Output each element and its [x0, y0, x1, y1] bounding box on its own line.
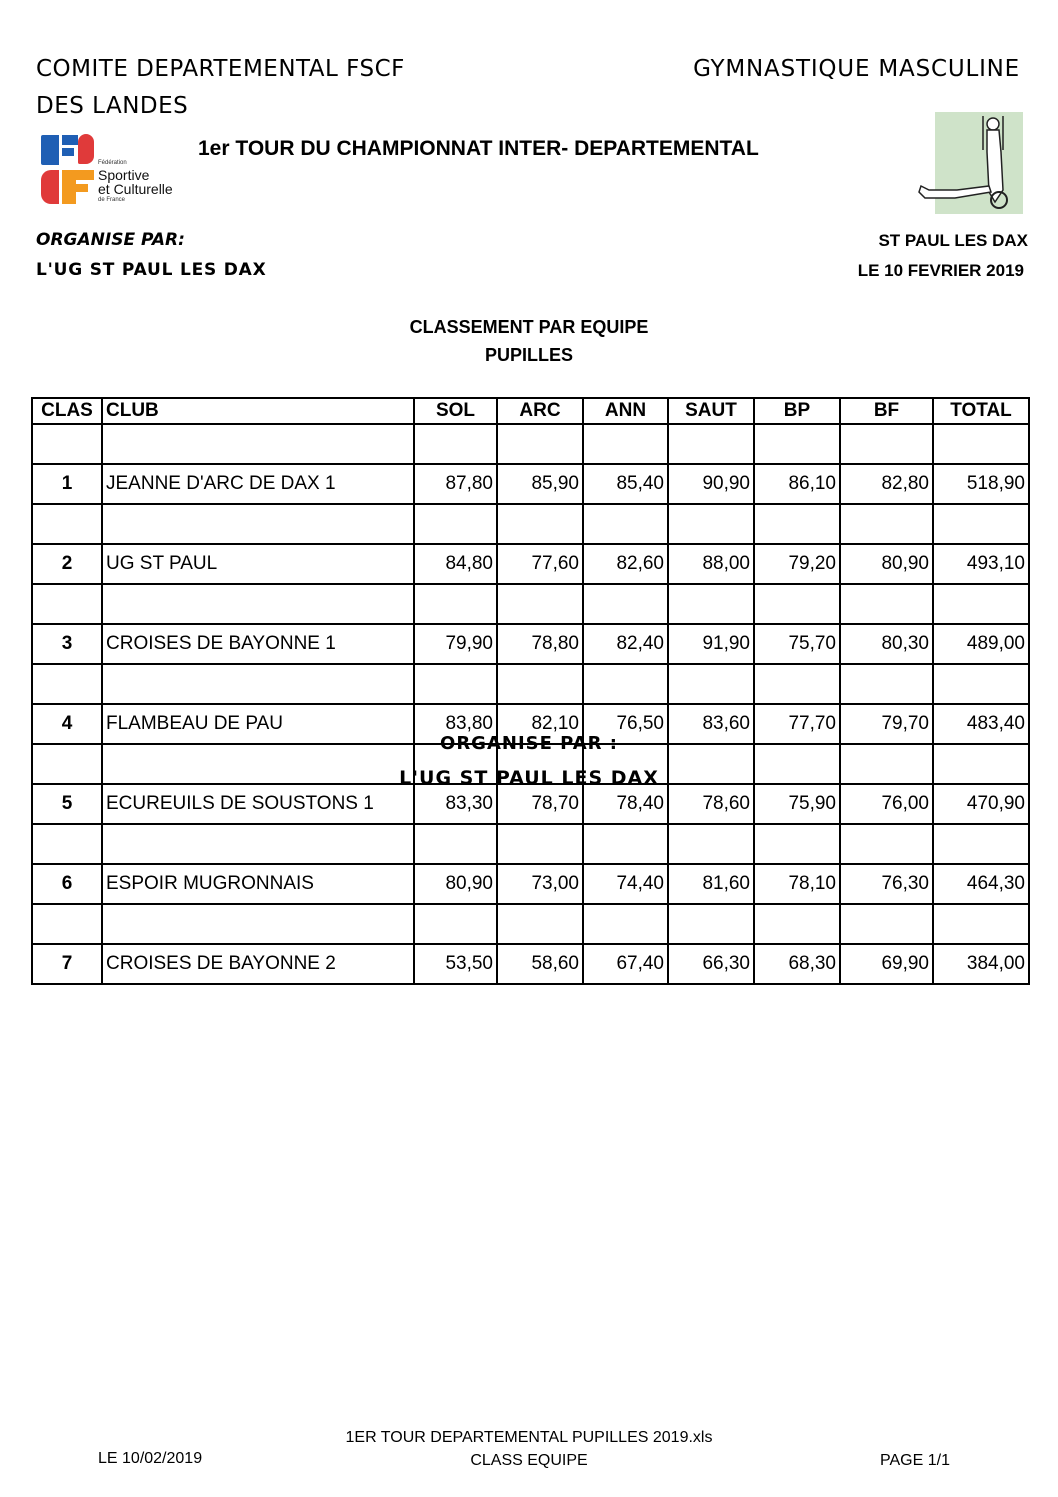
- cell-sol: 53,50: [414, 944, 497, 984]
- col-header-total: TOTAL: [933, 398, 1029, 424]
- cell-arc: 78,70: [497, 784, 583, 824]
- cell-rank: 2: [32, 544, 102, 584]
- cell-bf: 76,00: [840, 784, 933, 824]
- table-row: [32, 544, 1029, 584]
- cell-arc: 58,60: [497, 944, 583, 984]
- cell-total: 384,00: [933, 944, 1029, 984]
- footer-page-number: PAGE 1/1: [880, 1452, 950, 1469]
- logo-text-federation: Fédération: [98, 160, 127, 166]
- cell-club: UG ST PAUL: [102, 544, 414, 584]
- logo-text-sportive: Sportive: [98, 167, 150, 183]
- cell-saut: 91,90: [668, 624, 754, 664]
- cell-bf: 82,80: [840, 464, 933, 504]
- section-title: CLASSEMENT PAR EQUIPE: [409, 317, 649, 337]
- cell-club: ESPOIR MUGRONNAIS: [102, 864, 414, 904]
- cell-arc: 78,80: [497, 624, 583, 664]
- cell-total: 483,40: [933, 704, 1029, 744]
- cell-ann: 78,40: [583, 784, 668, 824]
- col-header-bf: BF: [840, 398, 933, 424]
- cell-bp: 78,10: [754, 864, 840, 904]
- col-header-clas: CLAS: [32, 398, 102, 424]
- cell-bf: 80,30: [840, 624, 933, 664]
- cell-rank: 5: [32, 784, 102, 824]
- cell-saut: 66,30: [668, 944, 754, 984]
- table-header-row: [32, 398, 1029, 424]
- cell-ann: 82,60: [583, 544, 668, 584]
- category-title: PUPILLES: [484, 345, 573, 365]
- cell-bp: 68,30: [754, 944, 840, 984]
- cell-total: 489,00: [933, 624, 1029, 664]
- committee-line2: DES LANDES: [36, 93, 189, 119]
- table-row: [32, 864, 1029, 904]
- organizer-name: L'UG ST PAUL LES DAX: [36, 260, 267, 280]
- cell-ann: 67,40: [583, 944, 668, 984]
- cell-ann: 85,40: [583, 464, 668, 504]
- cell-bf: 79,70: [840, 704, 933, 744]
- cell-total: 493,10: [933, 544, 1029, 584]
- cell-saut: 78,60: [668, 784, 754, 824]
- cell-sol: 83,80: [414, 704, 497, 744]
- cell-rank: 3: [32, 624, 102, 664]
- cell-rank: 7: [32, 944, 102, 984]
- table-row: [32, 464, 1029, 504]
- cell-total: 518,90: [933, 464, 1029, 504]
- col-header-saut: SAUT: [668, 398, 754, 424]
- fscf-logo: [38, 132, 198, 210]
- logo-text-culturelle: et Culturelle: [98, 181, 173, 197]
- cell-bf: 76,30: [840, 864, 933, 904]
- cell-saut: 83,60: [668, 704, 754, 744]
- cell-bp: 75,90: [754, 784, 840, 824]
- cell-saut: 90,90: [668, 464, 754, 504]
- cell-total: 470,90: [933, 784, 1029, 824]
- cell-club: JEANNE D'ARC DE DAX 1: [102, 464, 414, 504]
- col-header-club: CLUB: [102, 398, 414, 424]
- cell-arc: 85,90: [497, 464, 583, 504]
- event-date: LE 10 FEVRIER 2019: [857, 261, 1024, 280]
- cell-rank: 1: [32, 464, 102, 504]
- cell-club: ECUREUILS DE SOUSTONS 1: [102, 784, 414, 824]
- cell-sol: 84,80: [414, 544, 497, 584]
- cell-arc: 73,00: [497, 864, 583, 904]
- col-header-arc: ARC: [497, 398, 583, 424]
- gymnast-rings-image: [915, 112, 1025, 214]
- table-row: [32, 944, 1029, 984]
- committee-line1: COMITE DEPARTEMENTAL FSCF: [36, 56, 405, 82]
- cell-rank: 6: [32, 864, 102, 904]
- cell-ann: 76,50: [583, 704, 668, 744]
- discipline-title: GYMNASTIQUE MASCULINE: [693, 56, 1020, 82]
- cell-club: CROISES DE BAYONNE 1: [102, 624, 414, 664]
- cell-bf: 80,90: [840, 544, 933, 584]
- footer-organizer-name: L'UG ST PAUL LES DAX: [399, 767, 659, 789]
- cell-bp: 86,10: [754, 464, 840, 504]
- cell-bp: 77,70: [754, 704, 840, 744]
- cell-ann: 82,40: [583, 624, 668, 664]
- cell-sol: 87,80: [414, 464, 497, 504]
- cell-arc: 77,60: [497, 544, 583, 584]
- cell-sol: 80,90: [414, 864, 497, 904]
- cell-bf: 69,90: [840, 944, 933, 984]
- cell-club: CROISES DE BAYONNE 2: [102, 944, 414, 984]
- cell-sol: 79,90: [414, 624, 497, 664]
- cell-rank: 4: [32, 704, 102, 744]
- col-header-bp: BP: [754, 398, 840, 424]
- championship-title: 1er TOUR DU CHAMPIONNAT INTER- DEPARTEMENTAL: [198, 137, 759, 160]
- results-table: [31, 397, 1030, 985]
- cell-total: 464,30: [933, 864, 1029, 904]
- cell-sol: 83,30: [414, 784, 497, 824]
- logo-text-france: de France: [98, 197, 126, 203]
- footer-organizer-label: ORGANISE PAR :: [440, 733, 618, 754]
- cell-saut: 81,60: [668, 864, 754, 904]
- cell-bp: 75,70: [754, 624, 840, 664]
- table-row: [32, 784, 1029, 824]
- table-row: [32, 624, 1029, 664]
- col-header-ann: ANN: [583, 398, 668, 424]
- organizer-label: ORGANISE PAR:: [36, 230, 185, 250]
- cell-bp: 79,20: [754, 544, 840, 584]
- cell-club: FLAMBEAU DE PAU: [102, 704, 414, 744]
- footer-file-name: 1ER TOUR DEPARTEMENTAL PUPILLES 2019.xls: [345, 1429, 713, 1446]
- event-place: ST PAUL LES DAX: [878, 231, 1028, 250]
- cell-ann: 74,40: [583, 864, 668, 904]
- col-header-sol: SOL: [414, 398, 497, 424]
- footer-date: LE 10/02/2019: [98, 1450, 203, 1467]
- cell-saut: 88,00: [668, 544, 754, 584]
- cell-arc: 82,10: [497, 704, 583, 744]
- footer-sheet-name: CLASS EQUIPE: [470, 1452, 588, 1469]
